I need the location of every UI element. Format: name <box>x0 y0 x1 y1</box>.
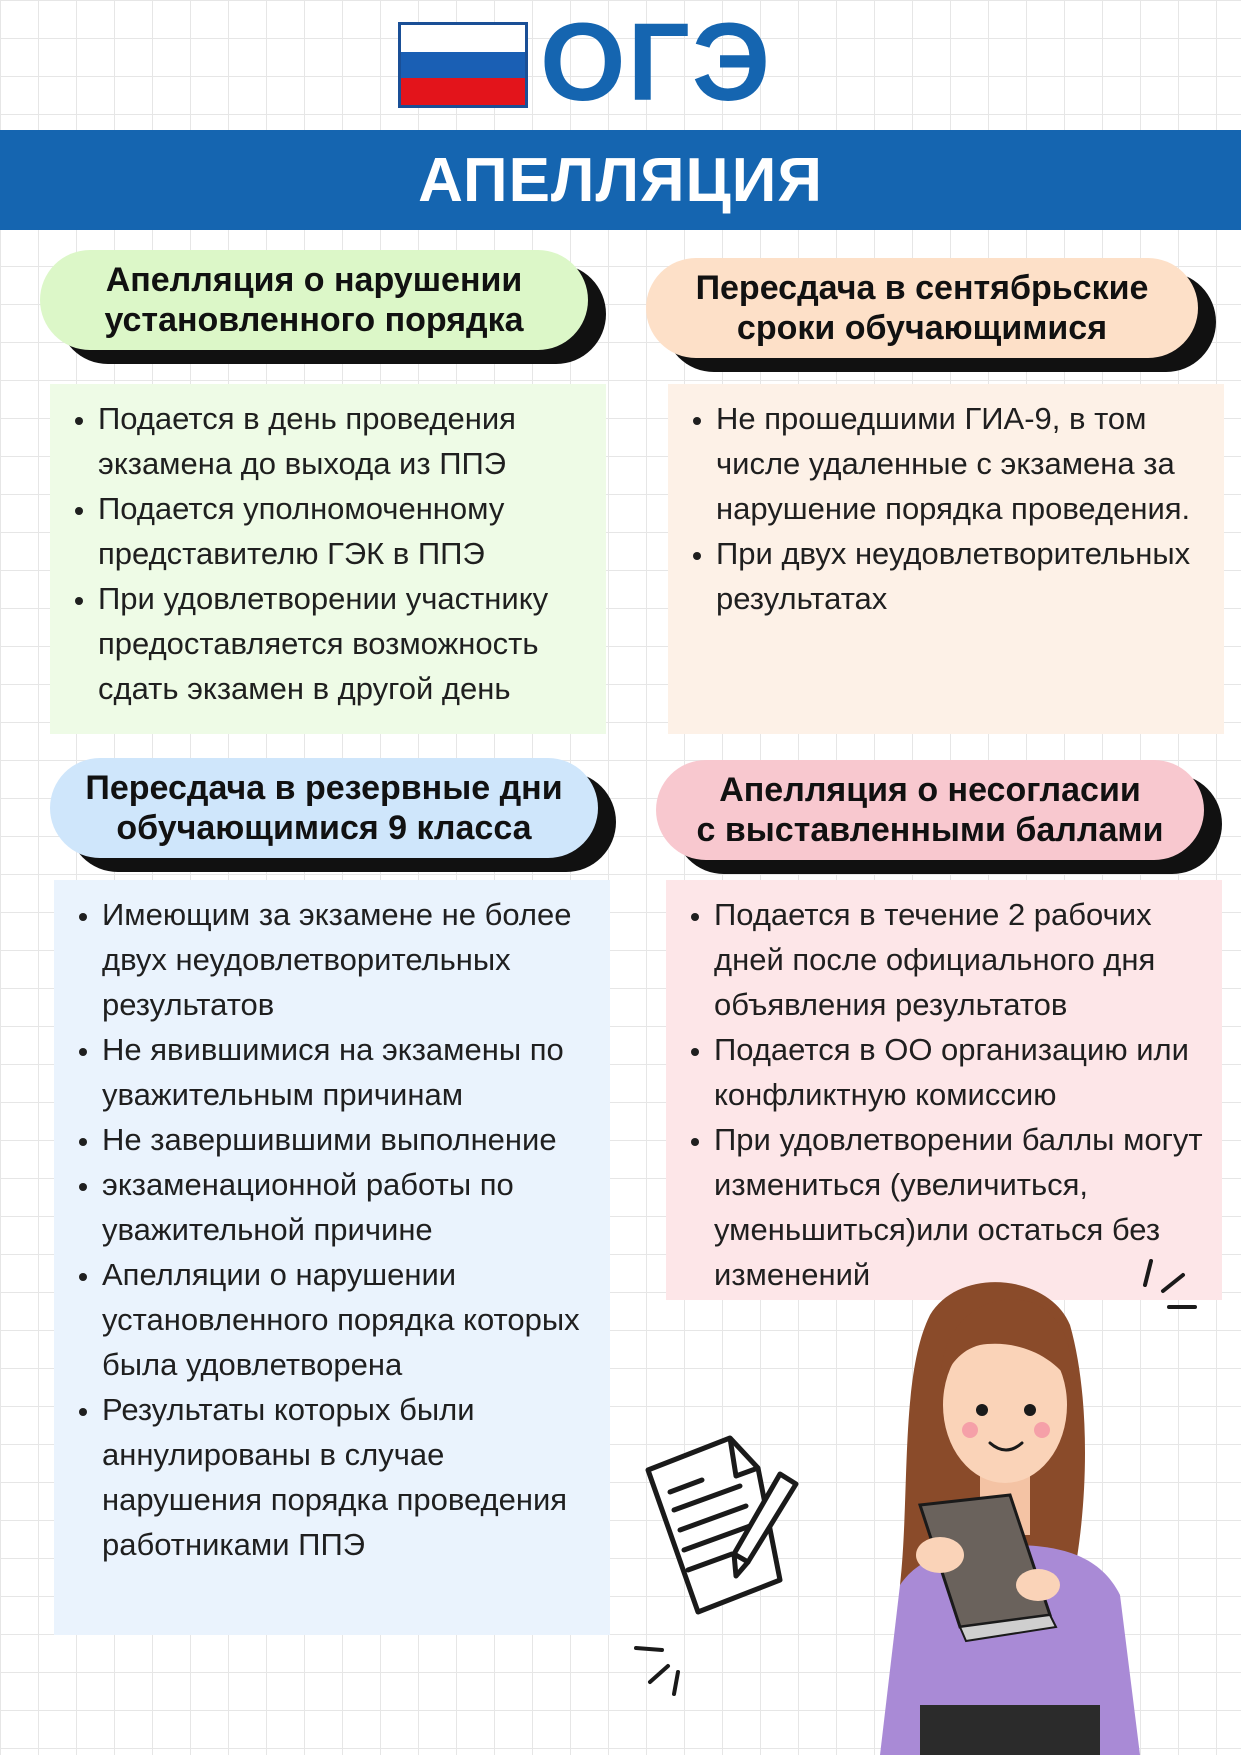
teacher-illustration <box>860 1255 1160 1755</box>
russian-flag-icon <box>398 22 528 108</box>
list-item: • Имеющим за экзамене не более двух неудовлетворительных результатов <box>102 892 600 1027</box>
section-3-title <box>50 758 620 878</box>
section-2-title-line1: Пересдача в сентябрьские <box>695 269 1149 307</box>
section-1-title-line1: Апелляция о нарушении <box>105 261 523 299</box>
list-item: • Подается в ОО организацию или конфликтную комиссию <box>714 1027 1212 1117</box>
section-1-list <box>50 384 606 734</box>
list-item: • Не завершившими выполнение <box>102 1117 600 1162</box>
list-item: • Не явившимися на экзамены по уважительным причинам <box>102 1027 600 1117</box>
section-2-title-line2: сроки обучающимися <box>736 309 1108 347</box>
sparkle-lines-icon <box>630 1640 690 1700</box>
title-banner <box>0 130 1241 230</box>
logo-text: ОГЭ <box>540 1 773 124</box>
list-item: • экзаменационной работы по уважительной причине <box>102 1162 600 1252</box>
list-item: • При удовлетворении участнику предоставляется возможность сдать экзамен в другой день <box>98 576 596 711</box>
list-item: • Результаты которых были аннулированы в случае нарушения порядка проведения работниками ППЭ <box>102 1387 600 1567</box>
section-2-list <box>668 384 1224 734</box>
section-3-list <box>54 880 610 1635</box>
section-3-title-line2: обучающимися 9 класса <box>116 809 532 847</box>
section-4-title-line2: с выставленными баллами <box>696 811 1164 849</box>
list-item: • Подается в течение 2 рабочих дней после официального дня объявления результатов <box>714 892 1212 1027</box>
section-1-title-line2: установленного порядка <box>104 301 524 339</box>
header <box>0 0 1241 130</box>
section-2-title <box>646 258 1216 378</box>
list-item: • При двух неудовлетворительных результатах <box>716 531 1214 621</box>
list-item: • Подается уполномоченному представителю ГЭК в ППЭ <box>98 486 596 576</box>
section-4-title <box>656 760 1226 880</box>
section-4-title-line1: Апелляция о несогласии <box>719 771 1141 809</box>
page-title: АПЕЛЛЯЦИЯ <box>418 145 823 215</box>
list-item: • При удовлетворении баллы могут измениться (увеличиться, уменьшиться)или остаться без изменений <box>714 1117 1212 1297</box>
document-pen-icon <box>640 1430 810 1630</box>
section-3-title-line1: Пересдача в резервные дни <box>85 769 563 807</box>
list-item: • Не прошедшими ГИА-9, в том числе удаленные с экзамена за нарушение порядка проведения. <box>716 396 1214 531</box>
section-4-list <box>666 880 1222 1300</box>
list-item: • Подается в день проведения экзамена до выхода из ППЭ <box>98 396 596 486</box>
list-item: • Апелляции о нарушении установленного порядка которых была удовлетворена <box>102 1252 600 1387</box>
section-1-title <box>40 250 610 370</box>
